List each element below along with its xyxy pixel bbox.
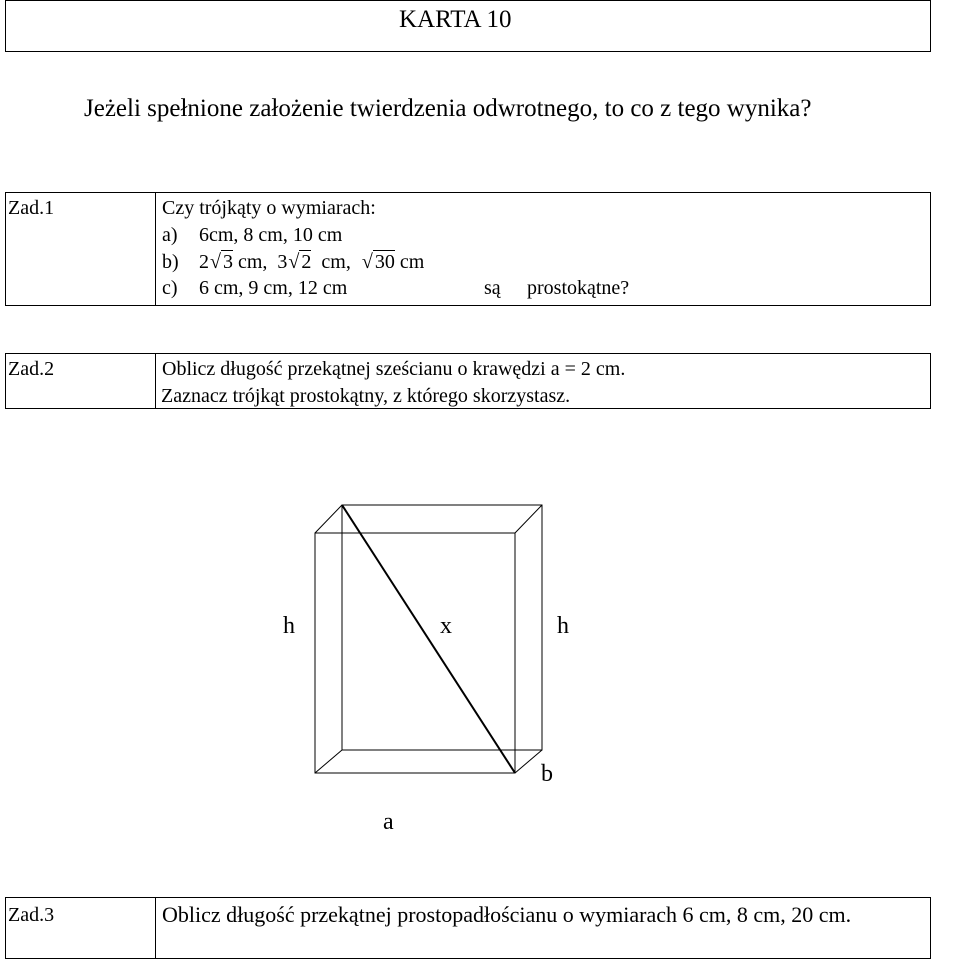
front-face xyxy=(315,533,515,773)
label-a: a xyxy=(383,809,394,835)
b-coef: 2 xyxy=(199,251,209,273)
task2-line1: Oblicz długość przekątnej sześcianu o krawędzi a = 2 cm. xyxy=(162,358,626,380)
b-unit1: cm, 3 xyxy=(232,251,288,273)
edge-bottom-right xyxy=(515,750,542,773)
edge-bottom-left xyxy=(315,750,342,773)
task1-a-text: 6cm, 8 cm, 10 cm xyxy=(199,224,343,246)
task1-c-text: 6 cm, 9 cm, 12 cm xyxy=(199,277,348,299)
sqrt-30: √ 30 xyxy=(362,251,395,274)
intro-question: Jeżeli spełnione założenie twierdzenia odwrotnego, to co z tego wynika? xyxy=(84,95,812,122)
label-x: x xyxy=(440,613,452,639)
task1-label: Zad.1 xyxy=(8,197,55,219)
edge-top-right xyxy=(515,505,542,533)
label-b: b xyxy=(541,761,553,787)
task3-label: Zad.3 xyxy=(8,904,55,926)
task1-lead: Czy trójkąty o wymiarach: xyxy=(162,197,376,219)
task2-label: Zad.2 xyxy=(8,358,55,380)
task1-a-prefix: a) xyxy=(162,224,178,246)
task1-c-prefix: c) xyxy=(162,277,178,299)
label-h-left: h xyxy=(283,613,295,639)
sqrt-2: √ 2 xyxy=(288,251,311,274)
task3-text: Oblicz długość przekątnej prostopadłościanu o wymiarach 6 cm, 8 cm, 20 cm. xyxy=(162,902,852,927)
sqrt-3: √ 3 xyxy=(210,251,233,274)
task1-b-prefix: b) xyxy=(162,251,179,273)
task3-content-box xyxy=(155,897,931,959)
b-unit3: cm xyxy=(394,251,425,273)
page-title: KARTA 10 xyxy=(399,6,512,33)
edge-top-left xyxy=(315,505,342,533)
task1-c-tail1: są xyxy=(484,277,501,299)
task3-label-box xyxy=(5,897,156,959)
label-h-right: h xyxy=(557,613,569,639)
cube-diagonal xyxy=(342,505,515,773)
task2-line2: Zaznacz trójkąt prostokątny, z którego skorzystasz. xyxy=(161,385,571,407)
b-unit2: cm, xyxy=(311,251,361,273)
task1-c-tail2: prostokątne? xyxy=(527,277,630,299)
